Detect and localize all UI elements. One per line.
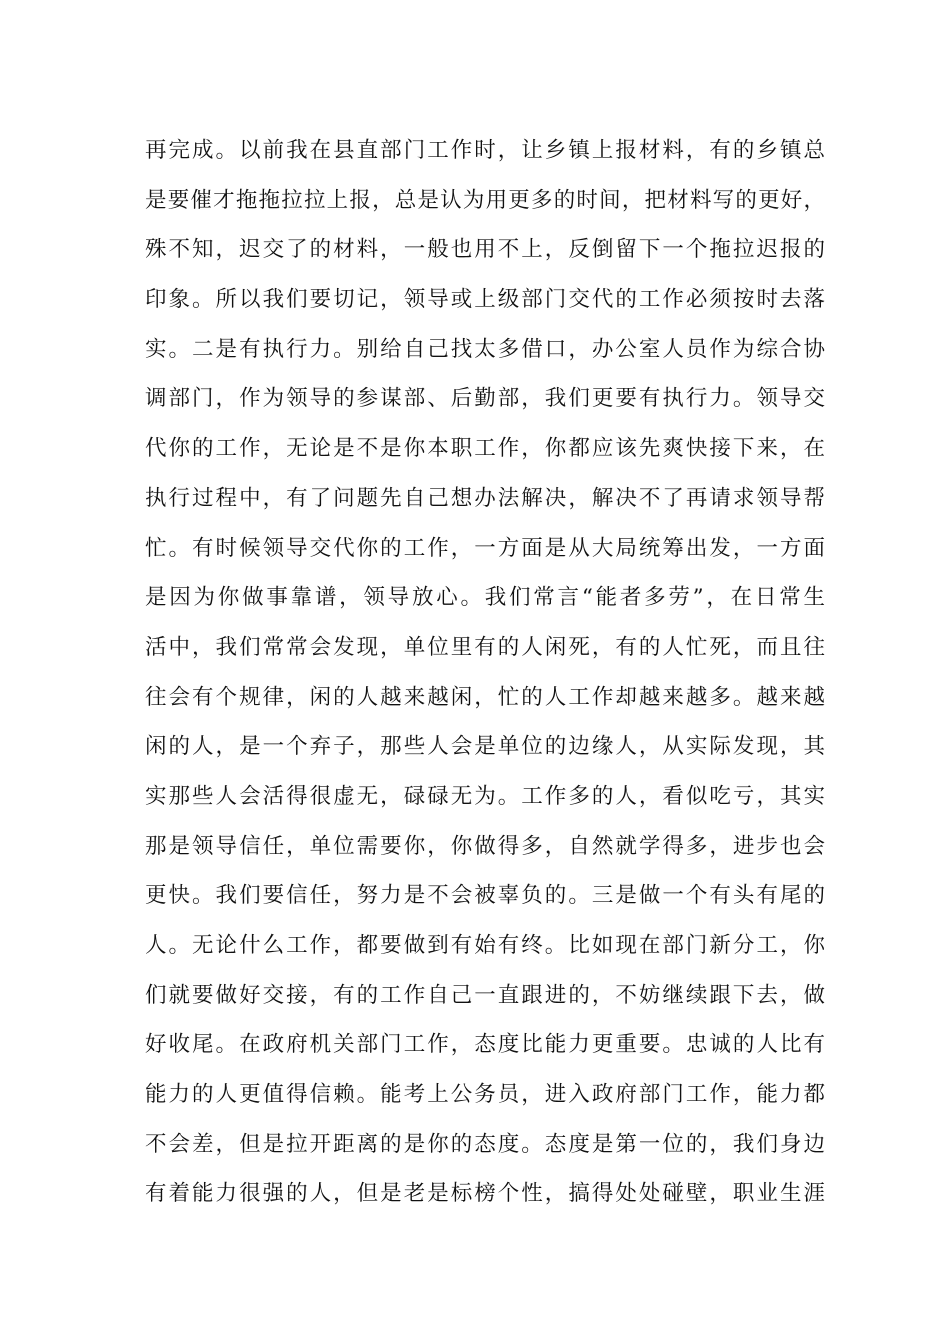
text-line: 人。无论什么工作，都要做到有始有终。比如现在部门新分工，你: [145, 933, 825, 958]
text-line: 殊不知，迟交了的材料，一般也用不上，反倒留下一个拖拉迟报的: [145, 237, 825, 263]
text-line: 调部门，作为领导的参谋部、后勤部，我们更要有执行力。领导交: [145, 386, 825, 412]
text-line: 活中，我们常常会发现，单位里有的人闲死，有的人忙死，而且往: [145, 634, 825, 660]
text-line: 能力的人更值得信赖。能考上公务员，进入政府部门工作，能力都: [145, 1082, 825, 1108]
body-text: [145, 126, 825, 1219]
text-line: 是因为你做事靠谱，领导放心。我们常言“能者多劳”，在日常生: [145, 585, 825, 611]
text-line: 忙。有时候领导交代你的工作，一方面是从大局统筹出发，一方面: [145, 535, 825, 561]
text-line: 好收尾。在政府机关部门工作，态度比能力更重要。忠诚的人比有: [145, 1032, 825, 1058]
text-line: 实。二是有执行力。别给自己找太多借口，办公室人员作为综合协: [145, 336, 825, 362]
text-line: 那是领导信任，单位需要你，你做得多，自然就学得多，进步也会: [145, 833, 825, 859]
text-line: 再完成。以前我在县直部门工作时，让乡镇上报材料，有的乡镇总: [145, 138, 825, 163]
text-line: 代你的工作，无论是不是你本职工作，你都应该先爽快接下来，在: [145, 436, 825, 462]
text-line: 有着能力很强的人，但是老是标榜个性，搞得处处碰壁，职业生涯: [145, 1181, 825, 1207]
text-line: 闲的人，是一个弃子，那些人会是单位的边缘人，从实际发现，其: [145, 734, 825, 760]
text-line: 不会差，但是拉开距离的是你的态度。态度是第一位的，我们身边: [145, 1131, 825, 1157]
text-line: 们就要做好交接，有的工作自己一直跟进的，不妨继续跟下去，做: [145, 982, 825, 1008]
text-line: 更快。我们要信任，努力是不会被辜负的。三是做一个有头有尾的: [145, 883, 825, 909]
text-line: 往会有个规律，闲的人越来越闲，忙的人工作却越来越多。越来越: [145, 684, 825, 710]
text-line: 执行过程中，有了问题先自己想办法解决，解决不了再请求领导帮: [145, 485, 825, 511]
text-line: 实那些人会活得很虚无，碌碌无为。工作多的人，看似吃亏，其实: [145, 783, 825, 809]
text-line: 是要催才拖拖拉拉上报，总是认为用更多的时间，把材料写的更好，: [145, 187, 825, 213]
text-line: 印象。所以我们要切记，领导或上级部门交代的工作必须按时去落: [145, 287, 825, 313]
